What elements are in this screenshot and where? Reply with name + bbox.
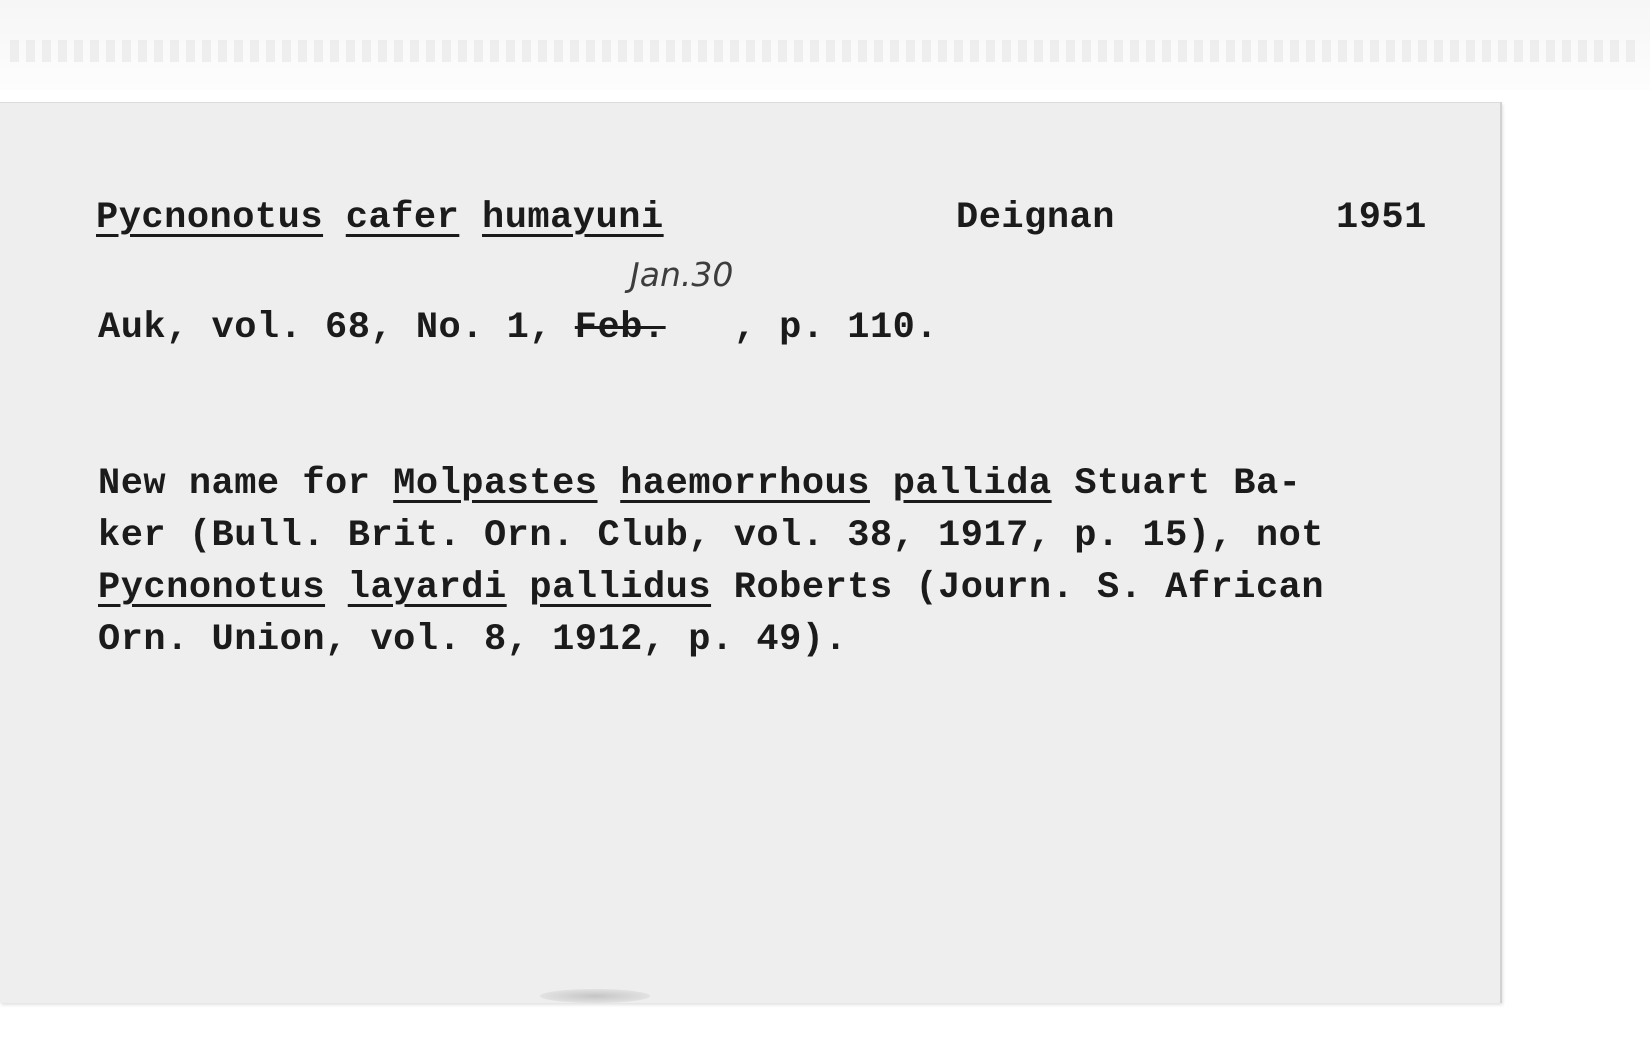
synonym-genus: Molpastes [393,463,598,505]
bleed-through-text [10,40,1640,62]
taxon-author: Deignan [956,197,1115,239]
taxon-subspecies: humayuni [482,197,664,239]
taxon-name [96,197,664,239]
publication-year: 1951 [1336,197,1427,239]
remarks-line-1 [98,458,1468,510]
taxon-species: cafer [345,197,460,239]
citation-page: , p. 110. [733,307,939,349]
remarks-line-3-suffix: Roberts (Journ. S. African [711,567,1325,609]
remarks-paragraph [98,458,1468,666]
remarks-line-4: Orn. Union, vol. 8, 1912, p. 49). [98,619,848,661]
struck-month: Feb. [574,307,666,349]
remarks-line-3 [98,562,1468,614]
scan-top-margin [0,0,1650,90]
citation-line [98,307,939,349]
synonym-subspecies: pallida [892,463,1052,505]
preoccupied-genus: Pycnonotus [98,567,326,609]
paper-smudge [540,989,650,1003]
remarks-line-1-suffix: Stuart Ba- [1051,463,1302,505]
remarks-line-1-prefix: New name for [98,463,394,505]
preoccupied-subspecies: pallidus [529,567,712,609]
handwritten-date: Jan.30 [630,255,734,294]
remarks-line-2: ker (Bull. Brit. Orn. Club, vol. 38, 1917, p. 15), not [98,515,1324,557]
preoccupied-species: layardi [347,567,507,609]
citation-journal: Auk, vol. 68, No. 1, [98,307,553,349]
synonym-species: haemorrhous [620,463,870,505]
taxon-genus: Pycnonotus [96,197,324,239]
